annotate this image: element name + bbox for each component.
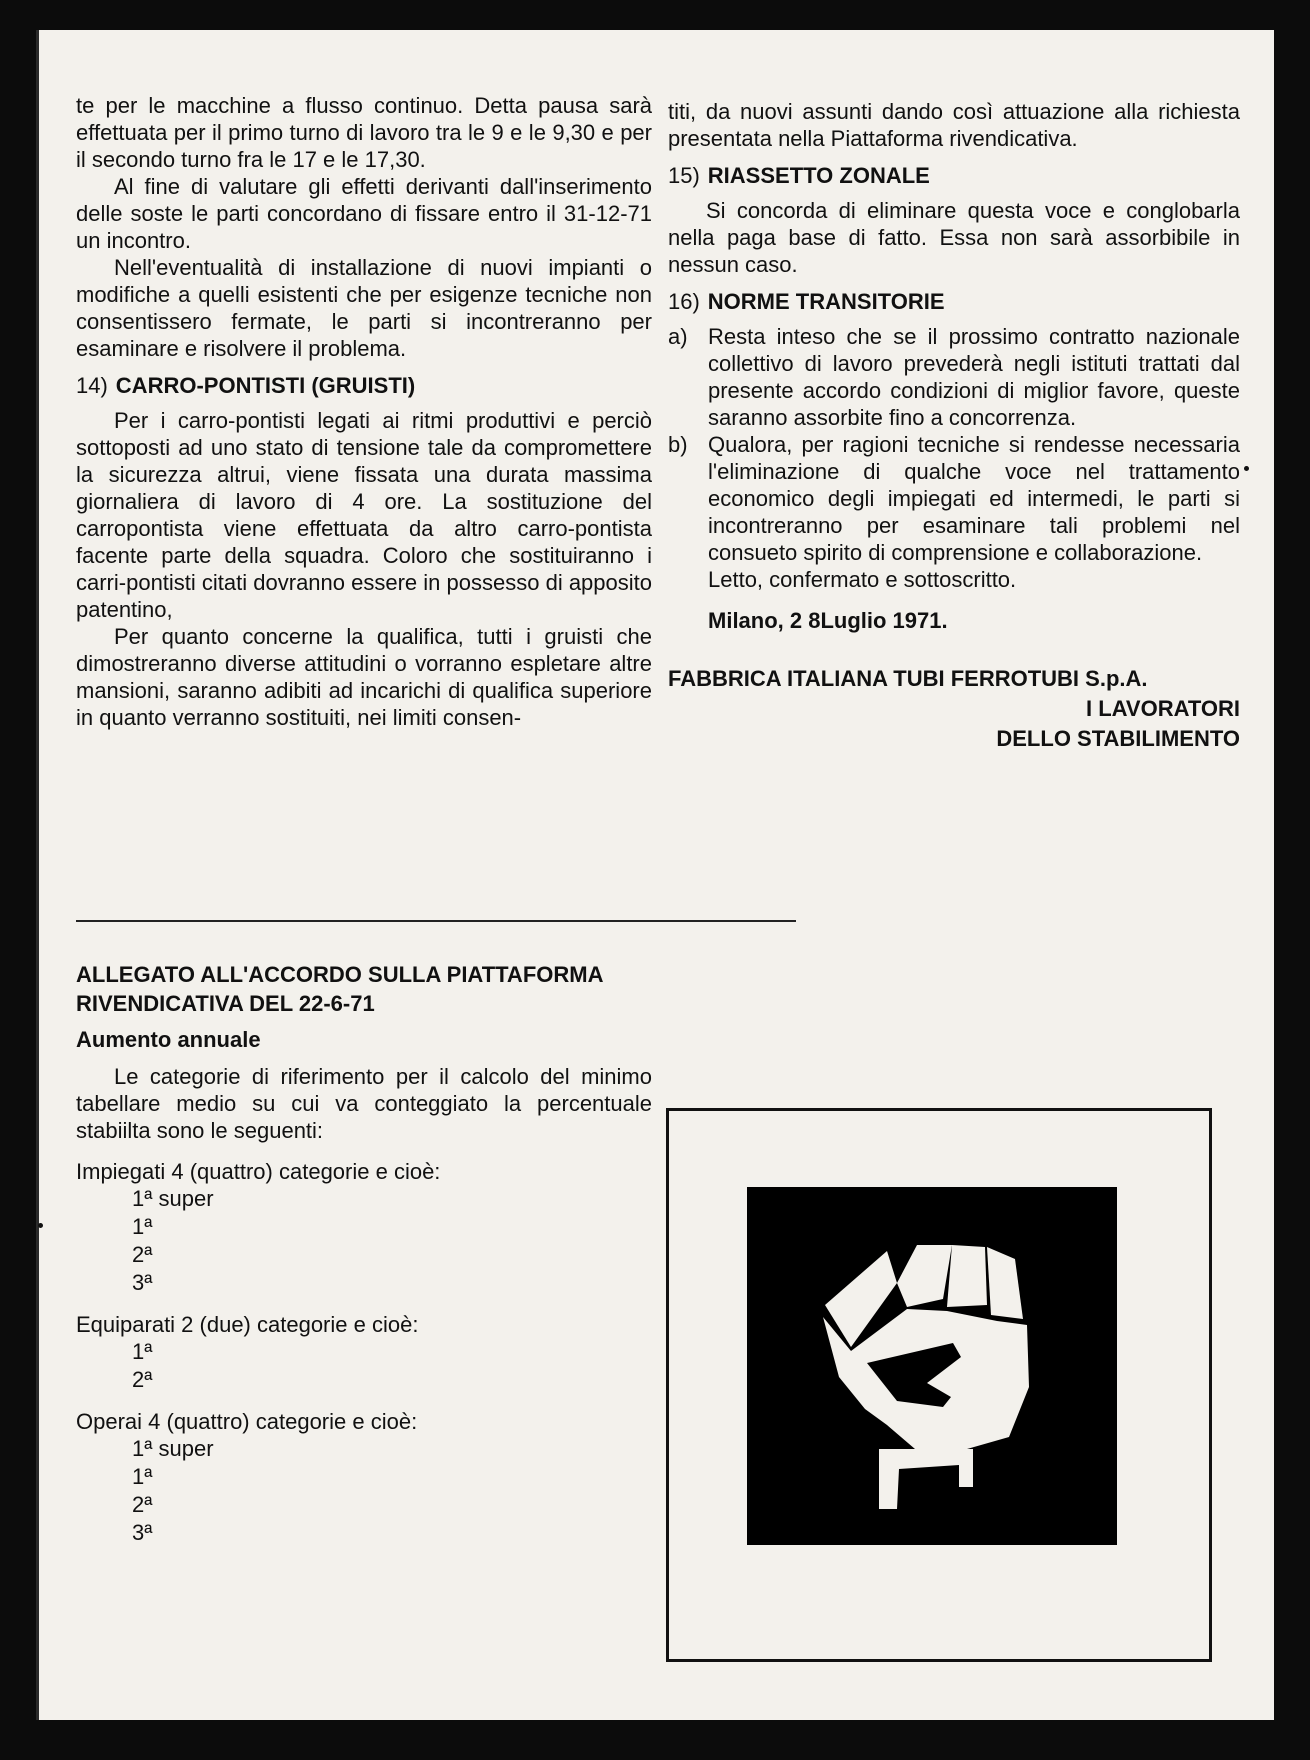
right-column	[668, 98, 1240, 754]
category-group	[76, 1311, 652, 1394]
signature-date: Milano, 2 8Luglio 1971.	[708, 608, 948, 633]
list-marker: a)	[668, 324, 688, 349]
list-marker: b)	[668, 432, 688, 457]
section-heading-14	[76, 372, 652, 399]
category-item: 1ª	[132, 1464, 153, 1489]
category-item: 3ª	[132, 1270, 153, 1295]
section-number: 15)	[668, 163, 700, 188]
fist-illustration	[747, 1187, 1117, 1545]
category-group-label: Equiparati 2 (due) categorie e cioè:	[76, 1312, 419, 1337]
company-name: FABBRICA ITALIANA TUBI FERROTUBI S.p.A.	[668, 666, 1148, 691]
closing-line: Letto, confermato e sottoscritto.	[708, 567, 1017, 592]
allegato-section	[76, 960, 652, 1547]
category-group	[76, 1158, 652, 1297]
document-page	[36, 30, 1274, 1720]
category-group	[76, 1408, 652, 1547]
raised-fist-icon	[747, 1187, 1117, 1545]
print-speck	[38, 1223, 43, 1228]
category-item: 1ª	[132, 1214, 153, 1239]
section-number: 16)	[668, 289, 700, 314]
category-item: 3ª	[132, 1520, 153, 1545]
paragraph: Nell'eventualità di installazione di nuovi impianti o modifiche a quelli esistenti che per esigenze tecniche non consentissero fermate, le parti si incontreranno per esaminare e risolvere il problema.	[76, 255, 652, 361]
paragraph: Per quanto concerne la qualifica, tutti i gruisti che dimostreranno diverse attitudini o vorranno espletare altre mansioni, saranno adibiti ad incarichi di qualifica superiore in quanto verranno sostituiti, nei limiti consen-	[76, 624, 652, 730]
category-item: 2ª	[132, 1242, 153, 1267]
paragraph: Per i carro-pontisti legati ai ritmi produttivi e perciò sottoposti ad uno stato di tensione tale da compromettere la sicurezza altrui, viene fissata una durata massima giornaliera di lavoro di 4 ore. La sostituzione del carropontista viene effettuata da altro carro-pontista facente parte della squadra. Coloro che sostituiranno i carri-pontisti citati dovranno essere in possesso di apposito patentino,	[76, 408, 652, 622]
list-item	[668, 323, 1240, 431]
category-item: 2ª	[132, 1367, 153, 1392]
paragraph: titi, da nuovi assunti dando così attuazione alla richiesta presentata nella Piattaforma rivendicativa.	[668, 99, 1240, 151]
section-number: 14)	[76, 373, 108, 398]
category-item: 2ª	[132, 1492, 153, 1517]
category-item: 1ª super	[132, 1436, 214, 1461]
paragraph: Si concorda di eliminare questa voce e conglobarla nella paga base di fatto. Essa non sarà assorbibile in nessun caso.	[668, 198, 1240, 277]
list-item-text: Resta inteso che se il prossimo contratto nazionale collettivo di lavoro prevederà negli istituti trattati dal presente accordo condizioni di miglior favore, queste saranno assorbite fino a concorrenza.	[708, 324, 1240, 430]
category-group-label: Operai 4 (quattro) categorie e cioè:	[76, 1409, 418, 1434]
paragraph: Al fine di valutare gli effetti derivanti dall'inserimento delle soste le parti concordano di fissare entro il 31-12-71 un incontro.	[76, 174, 652, 253]
section-heading-16	[668, 288, 1240, 315]
list-item-text: Qualora, per ragioni tecniche si rendesse necessaria l'eliminazione di qualche voce nel trattamento economico degli impiegati ed intermedi, le parti si incontreranno per esaminare tali problemi nel consueto spirito di comprensione e collaborazione.	[708, 432, 1240, 565]
signature-block	[668, 664, 1240, 754]
category-item: 1ª super	[132, 1186, 214, 1211]
section-title: RIASSETTO ZONALE	[707, 163, 930, 188]
section-title: CARRO-PONTISTI (GRUISTI)	[115, 373, 416, 398]
section-divider	[76, 920, 796, 922]
workers-line: I LAVORATORI	[1086, 696, 1240, 721]
left-column	[76, 92, 652, 731]
print-speck	[1244, 466, 1249, 471]
section-heading-15	[668, 162, 1240, 189]
category-group-label: Impiegati 4 (quattro) categorie e cioè:	[76, 1159, 441, 1184]
image-frame	[666, 1108, 1212, 1662]
paragraph: Le categorie di riferimento per il calcolo del minimo tabellare medio su cui va conteggiato la percentuale stabiilta sono le seguenti:	[76, 1064, 652, 1143]
workers-line: DELLO STABILIMENTO	[996, 726, 1240, 751]
list-item	[668, 431, 1240, 566]
allegato-title: ALLEGATO ALL'ACCORDO SULLA PIATTAFORMA RIVENDICATIVA DEL 22-6-71	[76, 962, 603, 1016]
section-title: NORME TRANSITORIE	[707, 289, 945, 314]
page-edge	[36, 30, 39, 1720]
allegato-subtitle: Aumento annuale	[76, 1027, 261, 1052]
category-item: 1ª	[132, 1339, 153, 1364]
paragraph: te per le macchine a flusso continuo. Detta pausa sarà effettuata per il primo turno di lavoro tra le 9 e le 9,30 e per il secondo turno fra le 17 e le 17,30.	[76, 93, 652, 172]
